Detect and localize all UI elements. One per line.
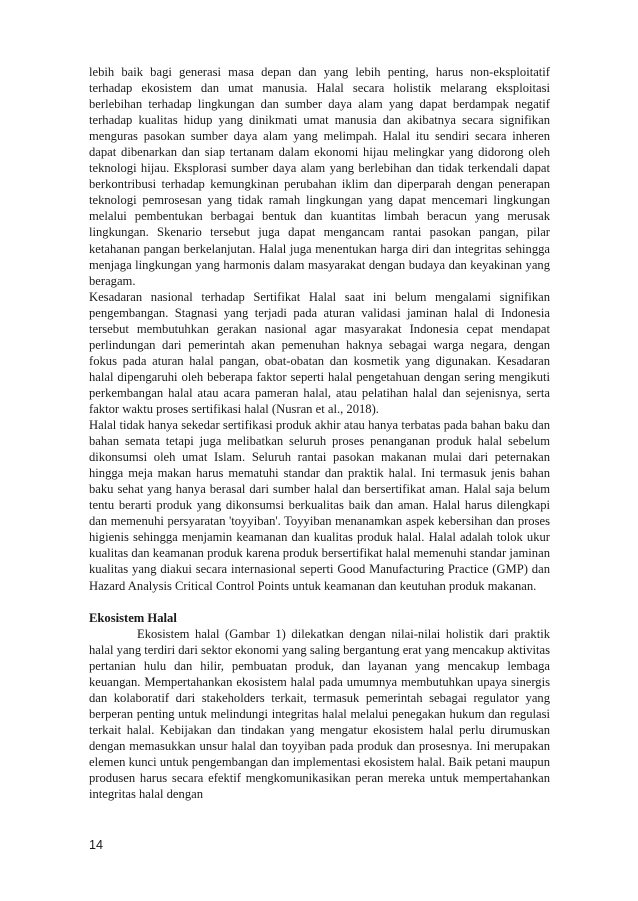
paragraph-4: Ekosistem halal (Gambar 1) dilekatkan dengan nilai-nilai holistik dari praktik halal yang terdiri dari sektor ekonomi yang saling bergantung erat yang mencakup aktivitas pertanian hulu dan hilir, pembuatan produk, dan layanan yang mencakup lembaga keuangan. Mempertahankan ekosistem halal pada umumnya membutuhkan upaya sinergis dan kolaboratif dari stakeholders terkait, termasuk pemerintah sebagai regulator yang berperan penting untuk melindungi integritas halal melalui penegakan hukum dan regulasi terkait halal. Kebijakan dan tindakan yang mengatur ekosistem halal perlu dirumuskan dengan memasukkan unsur halal dan toyyiban pada produk dan prosesnya. Ini merupakan elemen kunci untuk pengembangan dan implementasi ekosistem halal. Baik petani maupun produsen harus secara efektif mengkomunikasikan peran mereka untuk mempertahankan integritas halal dengan	[89, 626, 550, 802]
page-number: 14	[89, 838, 104, 852]
paragraph-2: Kesadaran nasional terhadap Sertifikat Halal saat ini belum mengalami signifikan pengembangan. Stagnasi yang terjadi pada aturan validasi jaminan halal di Indonesia tersebut membutuhkan gerakan nasional agar masyarakat Indonesia cepat mendapat perlindungan dari pemerintah akan pemenuhan haknya sebagai warga negara, dengan fokus pada aturan halal pangan, obat-obatan dan kosmetik yang digunakan. Kesadaran halal dipengaruhi oleh beberapa faktor seperti halal pengetahuan dengan sering mengikuti perkembangan halal atau acara pameran halal, atau pelatihan halal dan sejenisnya, serta faktor waktu proses sertifikasi halal (Nusran et al., 2018).	[89, 289, 550, 416]
body-text	[89, 64, 550, 802]
section-heading: Ekosistem Halal	[89, 610, 177, 625]
section-spacer	[89, 594, 550, 610]
paragraph-3: Halal tidak hanya sekedar sertifikasi produk akhir atau hanya terbatas pada bahan baku dan bahan semata tetapi juga melibatkan seluruh proses penanganan produk halal sebelum dikonsumsi oleh umat Islam. Seluruh rantai pasokan makanan mulai dari peternakan hingga meja makan harus mematuhi standar dan praktik halal. Ini termasuk jenis bahan baku sehat yang hanya berasal dari sumber halal dan bersertifikat aman. Halal saja belum tentu berarti produk yang dikonsumsi berkualitas baik dan aman. Halal harus dilengkapi dan memenuhi persyaratan 'toyyiban'. Toyyiban menanamkan aspek kebersihan dan proses higienis sehingga menjamin keamanan dan kualitas produk halal. Halal adalah tolok ukur kualitas dan keamanan produk karena produk bersertifikat halal memenuhi standar jaminan kualitas yang diakui secara internasional seperti Good Manufacturing Practice (GMP) dan Hazard Analysis Critical Control Points untuk keamanan dan keutuhan produk makanan.	[89, 418, 550, 593]
paragraph-1: lebih baik bagi generasi masa depan dan yang lebih penting, harus non-eksploitatif terhadap ekosistem dan umat manusia. Halal secara holistik melarang eksploitasi berlebihan terhadap lingkungan dan sumber daya alam yang dapat berdampak negatif terhadap kualitas hidup yang dinikmati umat manusia dan akibatnya secara signifikan menguras pasokan sumber daya alam yang melimpah. Halal itu sendiri secara inheren dapat dibenarkan dan siap tertanam dalam ekonomi hijau melingkar yang didorong oleh teknologi hijau. Eksplorasi sumber daya alam yang berlebihan dan tidak terkendali dapat berkontribusi terhadap kemungkinan perubahan iklim dan diperparah dengan penerapan teknologi pemrosesan yang tidak ramah lingkungan yang dapat mencemari lingkungan melalui pembentukan berbagai bentuk dan kuantitas limbah beracun yang merusak lingkungan. Skenario tersebut juga dapat mengancam rantai pasokan pangan, pilar ketahanan pangan berkelanjutan. Halal juga menentukan harga diri dan integritas sehingga menjaga lingkungan yang harmonis dalam masyarakat dengan budaya dan keyakinan yang beragam.	[89, 65, 550, 288]
